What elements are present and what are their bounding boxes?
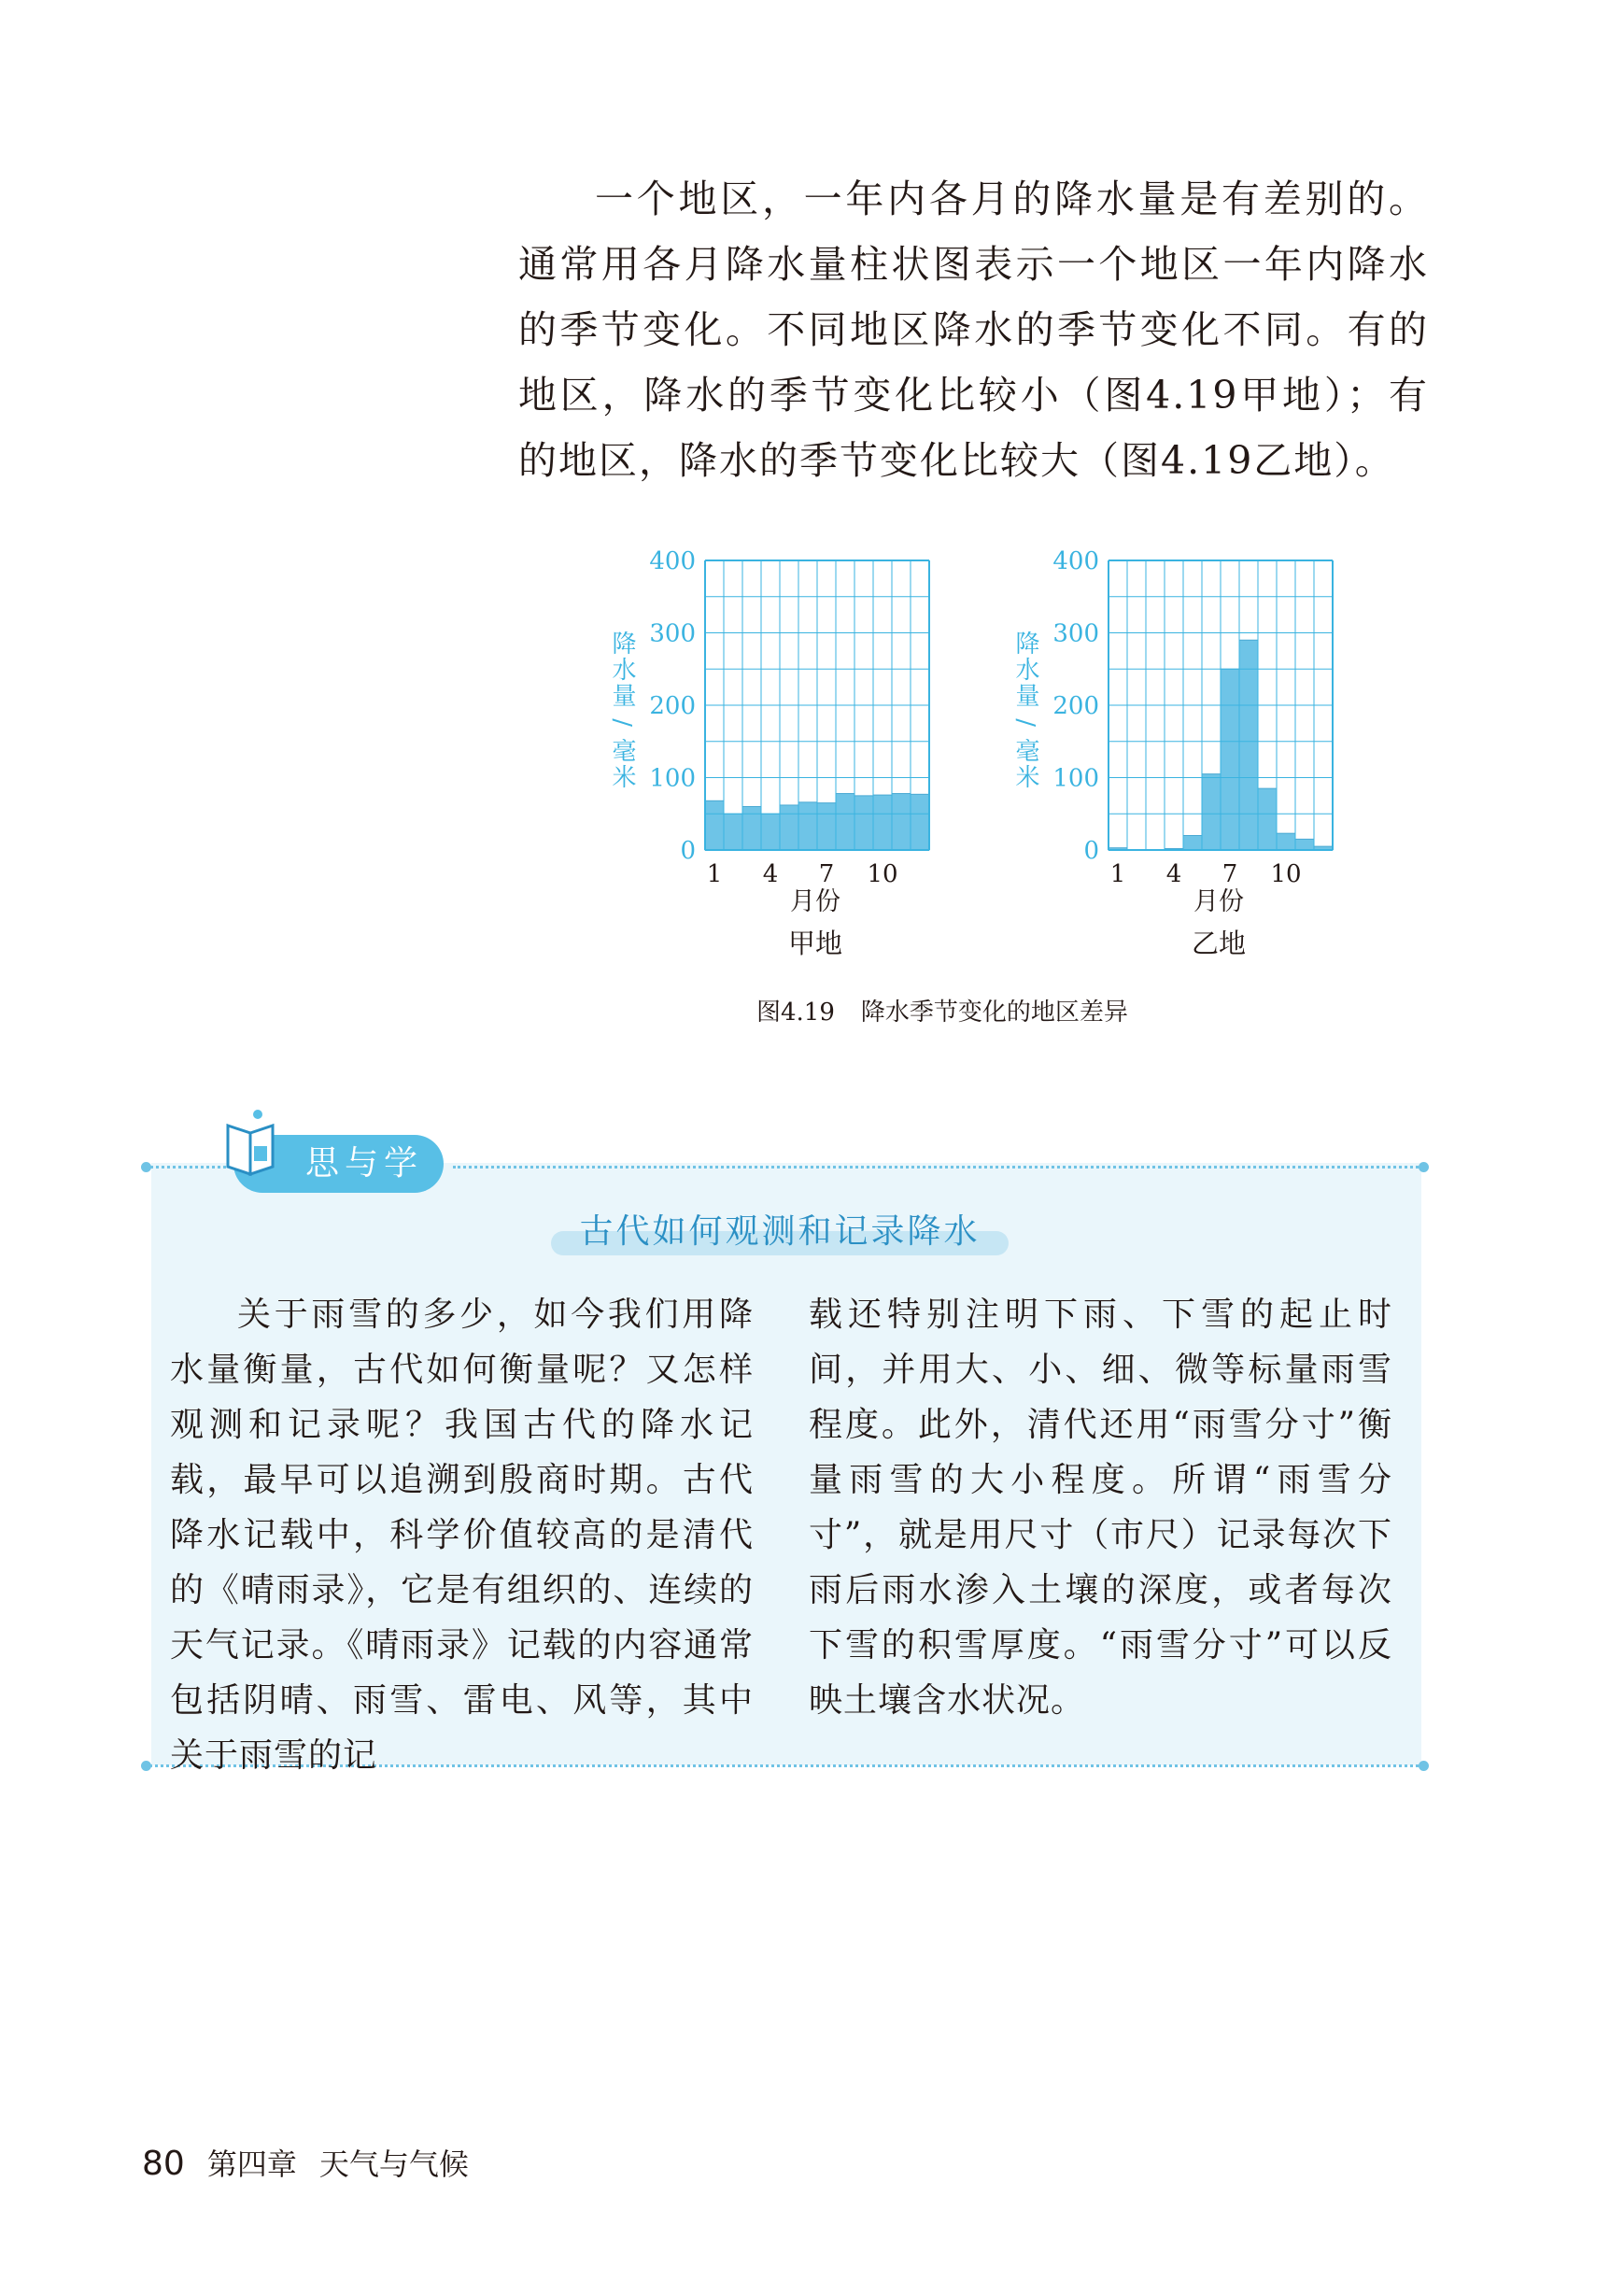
bar bbox=[742, 807, 761, 851]
chart-jiadi-ylabel: 降水量 / 毫米 bbox=[608, 630, 636, 791]
bar bbox=[817, 803, 836, 850]
box-title: 古代如何观测和记录降水 bbox=[579, 1212, 981, 1251]
bar bbox=[798, 802, 817, 850]
box-left-column bbox=[170, 1287, 754, 1783]
bar bbox=[780, 805, 798, 850]
y-tick-label: 300 bbox=[1052, 619, 1099, 648]
box-right-text: 载还特别注明下雨、下雪的起止时间，并用大、小、细、微等标量雨雪程度。此外，清代还用“雨雪分寸”衡量雨雪的大小程度。所谓“雨雪分寸”，就是用尺寸（市尺）记录每次下雨后雨水渗入土壤的深度，或者每次下雪的积雪厚度。“雨雪分寸”可以反映土壤含水状况。 bbox=[809, 1296, 1392, 1720]
y-tick-label: 200 bbox=[649, 692, 696, 720]
bar bbox=[1277, 833, 1295, 850]
y-tick-label: 200 bbox=[1052, 692, 1099, 720]
bar bbox=[1202, 774, 1221, 850]
box-top-divider-right bbox=[453, 1166, 1424, 1169]
chart-jiadi-title: 甲地 bbox=[787, 928, 842, 959]
bar bbox=[1221, 669, 1239, 850]
y-tick-label: 400 bbox=[1052, 547, 1099, 575]
x-tick-label: 1 bbox=[706, 860, 723, 888]
y-tick-label: 100 bbox=[649, 764, 696, 793]
bar bbox=[705, 800, 724, 850]
y-tick-label: 100 bbox=[1052, 764, 1099, 793]
divider-dot bbox=[1419, 1162, 1429, 1172]
intro-text: 一个地区，一年内各月的降水量是有差别的。通常用各月降水量柱状图表示一个地区一年内降水的季节变化。不同地区降水的季节变化不同。有的地区，降水的季节变化比较小（图4.19甲地）；有的地区，降水的季节变化比较大（图4.19乙地）。 bbox=[518, 177, 1429, 483]
book-icon bbox=[222, 1105, 278, 1180]
x-tick-label: 4 bbox=[1165, 860, 1182, 888]
bar bbox=[724, 814, 742, 850]
y-tick-label: 400 bbox=[649, 547, 696, 575]
x-tick-label: 1 bbox=[1109, 860, 1126, 888]
bar bbox=[873, 795, 892, 850]
bar bbox=[836, 794, 854, 850]
bar bbox=[1239, 640, 1258, 850]
y-tick-label: 0 bbox=[680, 837, 696, 865]
x-tick-label: 4 bbox=[762, 860, 779, 888]
bar bbox=[892, 794, 911, 850]
box-right-column bbox=[809, 1287, 1392, 1728]
chart-yidi-xlabel: 月份 bbox=[1193, 887, 1244, 916]
chart-jiadi-plot bbox=[598, 547, 953, 911]
chart-yidi-title: 乙地 bbox=[1191, 928, 1246, 959]
bar bbox=[854, 796, 873, 850]
figure-caption bbox=[756, 993, 1128, 1027]
figure-caption-text: 降水季节变化的地区差异 bbox=[860, 999, 1128, 1027]
divider-dot bbox=[141, 1761, 151, 1771]
page-footer bbox=[142, 2141, 469, 2184]
chart-jiadi-xlabel: 月份 bbox=[790, 887, 840, 916]
y-tick-label: 0 bbox=[1083, 837, 1099, 865]
chapter-number: 第四章 bbox=[206, 2146, 297, 2182]
divider-dot bbox=[141, 1162, 151, 1172]
x-tick-label: 7 bbox=[818, 860, 835, 888]
box-top-divider-left bbox=[149, 1166, 233, 1169]
bar bbox=[1295, 839, 1314, 850]
bar bbox=[1258, 788, 1277, 850]
box-left-text: 关于雨雪的多少，如今我们用降水量衡量，古代如何衡量呢？又怎样观测和记录呢？我国古代的降水记载，最早可以追溯到殷商时期。古代降水记载中，科学价值较高的是清代的《晴雨录》，它是有组织的、连续的天气记录。《晴雨录》记载的内容通常包括阴晴、雨雪、雷电、风等，其中关于雨雪的记 bbox=[170, 1296, 754, 1775]
think-learn-badge: 思与学 bbox=[233, 1135, 444, 1193]
x-tick-label: 7 bbox=[1222, 860, 1238, 888]
divider-dot bbox=[1419, 1761, 1429, 1771]
page-number: 80 bbox=[142, 2145, 185, 2183]
x-tick-label: 10 bbox=[1270, 860, 1302, 888]
intro-paragraph bbox=[518, 166, 1429, 493]
bar bbox=[911, 794, 929, 850]
chart-yidi-plot bbox=[1001, 547, 1356, 911]
figure-number: 图4.19 bbox=[756, 999, 835, 1027]
y-tick-label: 300 bbox=[649, 619, 696, 648]
chart-yidi-ylabel: 降水量 / 毫米 bbox=[1011, 630, 1039, 791]
chapter-title: 天气与气候 bbox=[318, 2146, 469, 2182]
bar bbox=[761, 814, 780, 850]
x-tick-label: 10 bbox=[867, 860, 898, 888]
chart-jiadi bbox=[598, 547, 953, 985]
chart-yidi bbox=[1001, 547, 1356, 985]
bar bbox=[1183, 836, 1202, 851]
